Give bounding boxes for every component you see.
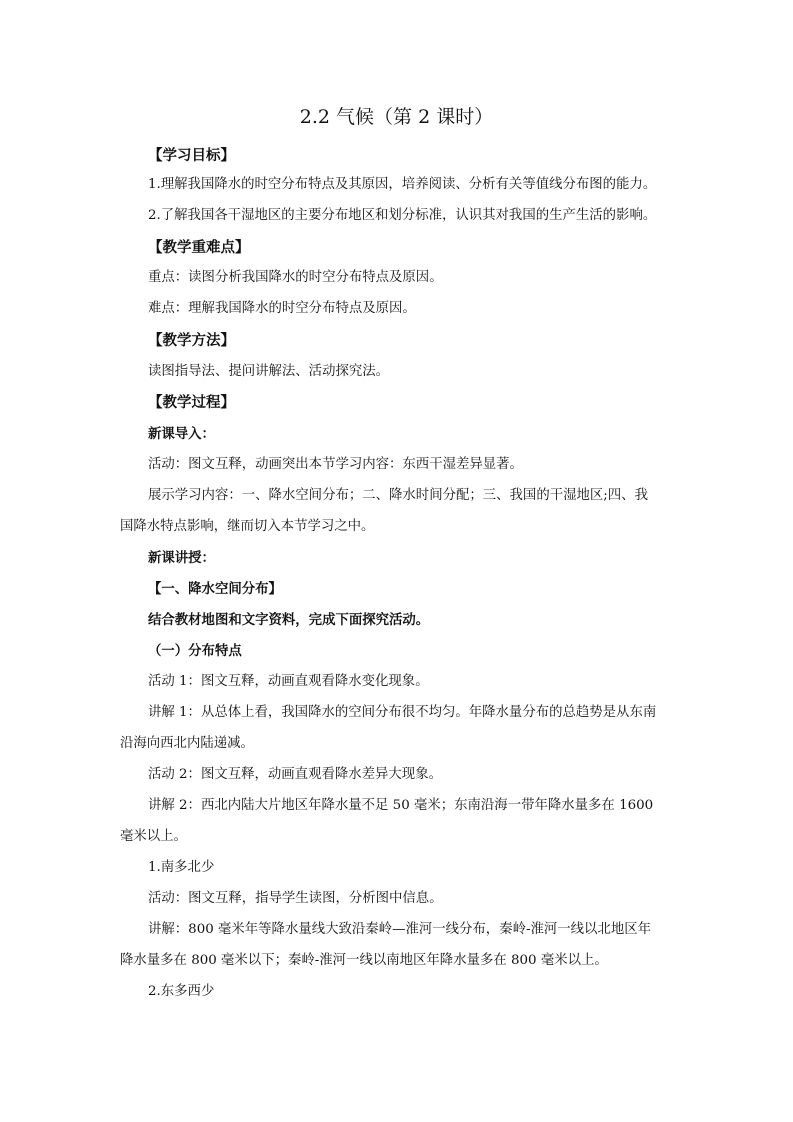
paragraph-line: 讲解：800 毫米年等降水量线大致沿秦岭—淮河一线分布，秦岭-淮河一线以北地区年 bbox=[148, 922, 652, 937]
paragraph-line: 活动 2：图文互释，动画直观看降水差异大现象。 bbox=[148, 767, 442, 782]
paragraph-line: 重点：读图分析我国降水的时空分布特点及原因。 bbox=[148, 270, 443, 285]
paragraph-line: 1.理解我国降水的时空分布特点及其原因，培养阅读、分析有关等值线分布图的能力。 bbox=[148, 177, 657, 192]
paragraph-line: 讲解 1：从总体上看，我国降水的空间分布很不均匀。年降水量分布的总趋势是从东南 bbox=[148, 705, 657, 720]
paragraph-line: 活动：图文互释，指导学生读图，分析图中信息。 bbox=[148, 891, 443, 906]
paragraph-line: 国降水特点影响，继而切入本节学习之中。 bbox=[120, 519, 375, 534]
paragraph-line: 读图指导法、提问讲解法、活动探究法。 bbox=[148, 364, 390, 379]
page-title: 2.2 气候（第 2 课时） bbox=[299, 106, 494, 128]
section-heading-objectives: 【学习目标】 bbox=[148, 147, 235, 164]
paragraph-line: 沿海向西北内陆递减。 bbox=[120, 736, 254, 751]
section-heading-key-points: 【教学重难点】 bbox=[148, 239, 250, 256]
paragraph-line: 讲解 2：西北内陆大片地区年降水量不足 50 毫米；东南沿海一带年降水量多在 1600 bbox=[148, 798, 654, 813]
section-heading-spatial: 【一、降水空间分布】 bbox=[148, 581, 282, 597]
paragraph-line: 降水量多在 800 毫米以下；秦岭-淮河一线以南地区年降水量多在 800 毫米以上。 bbox=[120, 953, 608, 968]
subheading-features: （一）分布特点 bbox=[148, 643, 242, 659]
subheading-lecture: 新课讲授： bbox=[148, 550, 215, 566]
paragraph-line: 活动 1：图文互释，动画直观看降水变化现象。 bbox=[148, 674, 429, 689]
section-heading-process: 【教学过程】 bbox=[148, 394, 235, 411]
paragraph-line: 难点：理解我国降水的时空分布特点及原因。 bbox=[148, 301, 416, 316]
paragraph-line: 毫米以上。 bbox=[120, 829, 187, 844]
paragraph-line: 结合教材地图和文字资料，完成下面探究活动。 bbox=[148, 612, 430, 628]
paragraph-line: 2.了解我国各干湿地区的主要分布地区和划分标准，认识其对我国的生产生活的影响。 bbox=[148, 208, 657, 223]
subheading-south-north: 1.南多北少 bbox=[148, 860, 215, 875]
section-heading-methods: 【教学方法】 bbox=[148, 332, 235, 349]
paragraph-line: 展示学习内容：一、降水空间分布；二、降水时间分配；三、我国的干湿地区;四、我 bbox=[148, 488, 648, 503]
paragraph-line: 活动：图文互释，动画突出本节学习内容：东西干湿差异显著。 bbox=[148, 457, 523, 472]
subheading-intro: 新课导入： bbox=[148, 426, 215, 442]
subheading-east-west: 2.东多西少 bbox=[148, 984, 215, 999]
